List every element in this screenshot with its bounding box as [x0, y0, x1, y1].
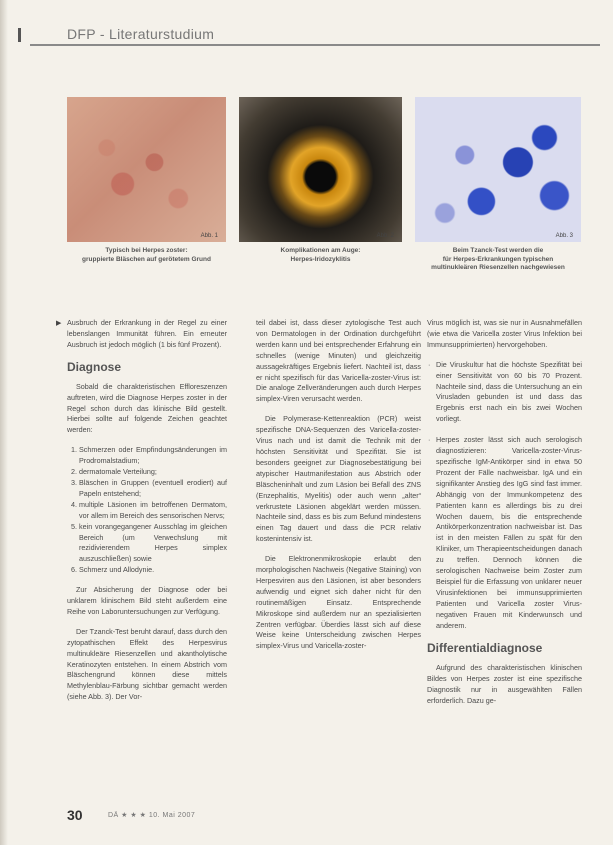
list-item: · Die Viruskultur hat die höchste Spezifität bei einer Sensitivität von 60 bis 70 Prozent. Nachteile sind, dass die Untersuchung an ein Virusladen gebunden ist und dass das Ergebnis erst nach ein bis zwei Wochen vorliegt.	[436, 360, 582, 425]
paragraph: Sobald die charakteristischen Effloreszenzen auftreten, wird die Diagnose Herpes zoster in der Regel schon durch das klinische Bild gestellt. Hierbei sollte auf folgende Zeichen geachtet werden:	[67, 381, 227, 435]
figure-caption: Komplikationen am Auge: Herpes-Iridozyklitis	[280, 247, 361, 263]
text-column-2	[256, 318, 421, 661]
paragraph: Der Tzanck-Test beruht darauf, dass durch den zytopathischen Effekt des Herpesvirus multinukleäre Riesenzellen und akantholytische Keratinozyten entstehen. In einem Abstrich vom Bläschengrund können diese mittels Methylenblau-Färbung sichtbar gemacht werden (siehe Abb. 3). Der Vor-	[67, 626, 227, 702]
figure-tzanck-test	[415, 97, 581, 242]
text-column-1	[67, 318, 227, 712]
list-item: 2. dermatomale Verteilung;	[79, 467, 227, 478]
figure-label: Abb. 1	[200, 233, 218, 239]
binder-mark	[18, 28, 21, 42]
list-item: · Herpes zoster lässt sich auch serologisch diagnostizieren: Varicella-zoster-Virus-spezifische IgM-Antikörper sind in etwa 50 Prozent der Fälle nachweisbar. IgA und ein signifikanter Anstieg des IgG sind fast immer. Abhängig von der Immunkompetenz des Patienten kann es allerdings bis zu drei Wochen dauern, bis die entsprechende Antikörperkonzentration nachweisbar ist. Das ist in den meisten Fällen zu spät für den Kliniker, um Therapieentscheidungen danach zu treffen. Dennoch können die serologischen Nachweise beim Zoster zum Beispiel für die Erfassung von unklarer neuer Virusinfektionen bei immunsupprimierten Patienten und Varicella zoster Virus-negativen Frauen mit Kinderwunsch und anderem.	[436, 435, 582, 631]
paragraph: Die Polymerase-Kettenreaktion (PCR) weist spezifische DNA-Sequenzen des Varicella-zoster-Virus nach und ist damit die Technik mit der höchsten Sensitivität und Spezifität. Sie ist besonders geeignet zur Diagnosebestätigung bei atypischer Hautmanifestation aus Abstrich oder Bläscheninhalt und zum Läsion bei Befall des ZNS (Enzephalitis, Myelitis) oder auch wenn „alter“ verkrustete Läsionen abgeklärt werden müssen. Nachteile sind, dass es bis zum Befund mindestens einen Tag dauert und dass die PCR relativ kostenintensiv ist.	[256, 414, 421, 544]
list-item: 5. kein vorangegangener Ausschlag im gleichen Bereich (um Verwechslung mit rezidivierendem Herpes simplex auszuschließen) sowie	[79, 522, 227, 566]
footer-source: DÄ ★ ★ ★ 10. Mai 2007	[108, 812, 196, 819]
figure-label: Abb. 2	[376, 233, 394, 239]
paragraph: teil dabei ist, dass dieser zytologische Test auch von Dermatologen in der Ordination durchgeführt werden kann und bei entsprechender Erfahrung ein schnelles (wenige Minuten) und gleichzeitig aussagekräftiges Ergebnis liefert. Nachteil ist, dass er nicht spezifisch für das Varicella-zoster-Virus ist: Die analoge Zellveränderungen auch durch Herpes simplex-Viren verursacht werden.	[256, 318, 421, 404]
paragraph: Zur Absicherung der Diagnose oder bei unklarem klinischem Bild steht außerdem eine Reihe von Laboruntersuchungen zur Verfügung.	[67, 585, 227, 616]
diagnosis-criteria-list	[67, 445, 227, 576]
paragraph: Ausbruch der Erkrankung in der Regel zu einer lebenslangen Immunität führen. Ein erneuter Ausbruch ist jedoch möglich (1 bis fünf Prozent).	[67, 318, 227, 349]
paragraph: Die Elektronenmikroskopie erlaubt den morphologischen Nachweis (Negative Staining) von Herpesviren aus den Läsionen, ist aber besonders aufwendig und eignet sich daher nicht für den routinemäßigen Einsatz. Entsprechende Mikroskope sind außerdem nur an spezialisierten Zentren verfügbar. Überdies lässt sich auf diese Weise keine Unterscheidung zwischen Herpes simplex-Virus und Varicella-zoster-	[256, 554, 421, 651]
heading-diagnose: Diagnose	[67, 359, 122, 374]
list-item: 3. Bläschen in Gruppen (eventuell erodiert) auf Papeln entstehend;	[79, 478, 227, 500]
figure-herpes-skin	[67, 97, 226, 242]
section-header: DFP - Literaturstudium	[67, 26, 215, 42]
continuation-arrow-icon: ▶	[56, 320, 62, 327]
heading-differentialdiagnose: Differentialdiagnose	[427, 641, 543, 656]
figure-label: Abb. 3	[555, 233, 573, 239]
figure-caption: Typisch bei Herpes zoster: gruppierte Bläschen auf gerötetem Grund	[82, 247, 211, 263]
header-rule	[30, 44, 600, 46]
list-item: 1. Schmerzen oder Empfindungsänderungen im Prodromalstadium;	[79, 445, 227, 467]
lab-methods-list	[427, 360, 582, 632]
text-column-3	[427, 318, 582, 716]
paragraph: Virus möglich ist, was sie nur in Ausnahmefällen (wie etwa die Varicella zoster Virus Infektion bei Immunsupprimierten) hervorgehoben.	[427, 318, 582, 349]
paragraph: Aufgrund des charakteristischen klinischen Bildes von Herpes zoster ist eine spezifische Diagnostik nur in ausgewählten Fällen erforderlich. Dazu ge-	[427, 663, 582, 706]
figure-caption: Beim Tzanck-Test werden die für Herpes-Erkrankungen typischen multinukleären Riesenzellen nachgewiesen	[431, 247, 565, 271]
list-item: 6. Schmerz und Allodynie.	[79, 565, 227, 576]
page-spine	[0, 0, 8, 845]
page-number: 30	[67, 807, 83, 823]
list-item: 4. multiple Läsionen im betroffenen Dermatom, vor allem im Bereich des sensorischen Nervs;	[79, 500, 227, 522]
figure-eye-iridocyclitis	[239, 97, 402, 242]
